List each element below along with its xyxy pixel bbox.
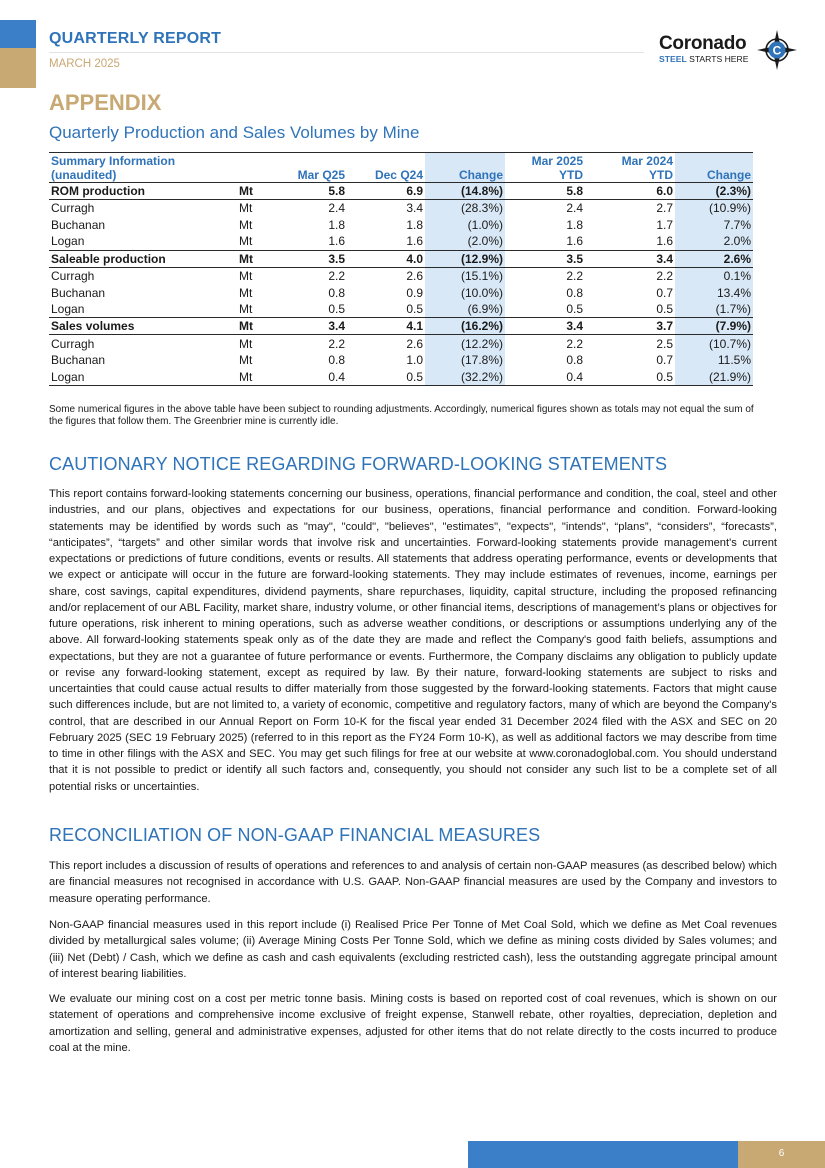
cell-change: (32.2%) <box>425 369 505 386</box>
logo-tagline-rest: STARTS HERE <box>686 54 749 64</box>
row-label: Curragh <box>51 336 95 351</box>
cautionary-body: This report contains forward-looking statements concerning our business, operations, financial performance and condition, the coal, steel and other industries, and our plans, objectives and expectations for our business, operations, financial performance and condition. Forward-looking statements may be identified by words such as "may", "could", "believes", "estimates", "expects", "intends", “plans”, “considers”, “forecasts”, “anticipates”, “targets” and other similar words that involve risk and uncertainties. Forward-looking statements provide management's current expectations or predictions of future conditions, events or results. All statements that address operating performance, events or developments that we expect or anticipate will occur in the future are forward-looking statements. They may include estimates of revenues, income, earnings per share, cost savings, capital expenditures, dividend payments, share repurchases, liquidity, capital structure, including the proposed refinancing and/or replacement of our ABL Facility, market share, industry volume, or other financial items, descriptions of management’s plans or objectives for future operations, risk inherent to mining operations, such as adverse weather conditions, or descriptions or assumptions underlying any of the above. All forward-looking statements speak only as of the date they are made and reflect the Company's good faith beliefs, assumptions and expectations, but they are not a guarantee of future performance or events. Furthermore, the Company disclaims any obligation to publicly update or revise any forward-looking statement, except as required by law. By their nature, forward-looking statements are subject to risks and uncertainties that could cause actual results to differ materially from those suggested by the forward-looking statements. Factors that might cause such differences include, but are not limited to, a variety of economic, competitive and regulatory factors, many of which are beyond the Company's control, that are described in our Annual Report on Form 10-K for the fiscal year ended 31 December 2024 filed with the ASX and SEC on 20 February 2025 (SEC 19 February 2025) (referred to in this report as the FY24 Form 10-K), as well as additional factors we may describe from time to time in other filings with the ASX and SEC. You may get such filings for free at our website at www.coronadoglobal.com. You should understand that it is not possible to predict or identify all such factors and, consequently, you should not consider any such list to be a complete set of all potential risks or uncertainties. <box>49 488 777 793</box>
cell-change: (2.0%) <box>425 233 505 250</box>
cell-mar-2024-ytd: 2.2 <box>656 268 673 283</box>
cell-change-ytd: (10.9%) <box>675 200 753 217</box>
cell-dec-q24: 4.0 <box>347 250 425 267</box>
cell-mar-2024-ytd: 1.7 <box>656 217 673 232</box>
cell-mar-q25: 0.8 <box>328 285 345 300</box>
row-unit: Mt <box>239 201 253 216</box>
cell-change-ytd: 13.4% <box>675 284 753 301</box>
header-accent-bar-gold <box>0 48 36 88</box>
cell-dec-q24: 0.5 <box>406 302 423 317</box>
col-header-change: Change <box>425 153 505 183</box>
cell-mar-2024-ytd: 6.0 <box>585 183 675 200</box>
row-label: ROM production <box>49 183 239 200</box>
reconciliation-paragraph-3: We evaluate our mining cost on a cost per metric tonne basis. Mining costs is based on reported cost of coal revenues, which is shown on our statement of operations and comprehensive income exclusive of freight expense, Stanwell rebate, other royalties, depreciation, depletion and amortization and selling, general and administrative expenses, adjusted for other items that do not relate directly to the costs incurred to produce coal at the mine. <box>49 993 777 1054</box>
table-row <box>49 250 753 267</box>
cell-dec-q24: 6.9 <box>347 183 425 200</box>
report-title: QUARTERLY REPORT <box>49 30 222 47</box>
cell-dec-q24: 0.5 <box>347 369 425 386</box>
cell-mar-2025-ytd: 0.4 <box>505 369 585 386</box>
cell-change: (12.2%) <box>425 335 505 352</box>
cell-mar-2025-ytd: 3.4 <box>505 318 585 335</box>
cell-mar-2025-ytd: 0.8 <box>566 353 583 368</box>
cell-change: (28.3%) <box>425 200 505 217</box>
table-header-summary: Summary Information (unaudited) <box>49 153 289 183</box>
logo-wordmark: Coronado <box>659 33 747 54</box>
cell-change-ytd: (7.9%) <box>675 318 753 335</box>
cell-mar-2024-ytd: 2.5 <box>656 336 673 351</box>
cell-mar-2025-ytd: 2.2 <box>566 268 583 283</box>
cell-change-ytd: 7.7% <box>675 216 753 233</box>
table-row <box>49 267 753 284</box>
row-unit: Mt <box>239 318 289 335</box>
col-header-dec-q24: Dec Q24 <box>347 153 425 183</box>
table-row <box>49 233 753 250</box>
cell-mar-q25: 5.8 <box>289 183 347 200</box>
row-label: Logan <box>51 302 85 317</box>
cell-mar-q25: 0.8 <box>328 353 345 368</box>
header-divider <box>49 52 644 53</box>
cell-mar-2024-ytd: 0.5 <box>585 369 675 386</box>
cell-mar-q25: 0.5 <box>328 302 345 317</box>
table-row <box>49 352 753 369</box>
cell-dec-q24: 2.6 <box>406 268 423 283</box>
reconciliation-heading: RECONCILIATION OF NON-GAAP FINANCIAL MEASURES <box>49 825 541 845</box>
table-row <box>49 301 753 318</box>
cell-mar-2025-ytd: 5.8 <box>505 183 585 200</box>
row-unit: Mt <box>239 268 253 283</box>
col-header-change-ytd: Change <box>675 153 753 183</box>
row-unit: Mt <box>239 250 289 267</box>
row-label: Buchanan <box>51 285 106 300</box>
cell-mar-q25: 2.2 <box>328 336 345 351</box>
col-header-mar-2024-ytd: Mar 2024 YTD <box>585 153 675 183</box>
cell-mar-2024-ytd: 1.6 <box>656 234 673 249</box>
cell-mar-2024-ytd: 0.7 <box>656 353 673 368</box>
logo-tagline-bold: STEEL <box>659 54 687 64</box>
row-label: Curragh <box>51 201 95 216</box>
row-unit: Mt <box>239 336 253 351</box>
cell-dec-q24: 1.8 <box>406 217 423 232</box>
cell-change-ytd: (2.3%) <box>675 183 753 200</box>
cell-change: (14.8%) <box>425 183 505 200</box>
cell-change-ytd: 2.0% <box>675 233 753 250</box>
cell-dec-q24: 2.6 <box>406 336 423 351</box>
cell-dec-q24: 4.1 <box>347 318 425 335</box>
row-label: Saleable production <box>49 250 239 267</box>
cell-change: (1.0%) <box>425 216 505 233</box>
compass-logo-icon <box>757 30 797 70</box>
cell-change: (17.8%) <box>425 352 505 369</box>
cell-change-ytd: 11.5% <box>675 352 753 369</box>
cell-mar-2025-ytd: 2.4 <box>566 201 583 216</box>
row-label: Logan <box>51 234 85 249</box>
cell-mar-q25: 2.4 <box>328 201 345 216</box>
cell-change: (15.1%) <box>425 267 505 284</box>
cell-mar-q25: 0.4 <box>289 369 347 386</box>
row-label: Logan <box>49 369 239 386</box>
cell-dec-q24: 1.6 <box>406 234 423 249</box>
cell-change: (12.9%) <box>425 250 505 267</box>
cell-mar-2024-ytd: 2.7 <box>656 201 673 216</box>
logo-mark-letter: C <box>772 43 782 58</box>
cell-change-ytd: 0.1% <box>675 267 753 284</box>
cell-change: (10.0%) <box>425 284 505 301</box>
cell-mar-q25: 3.5 <box>289 250 347 267</box>
reconciliation-paragraph-2: Non-GAAP financial measures used in this report include (i) Realised Price Per Tonne of Met Coal Sold, which we define as Met Coal revenues divided by metallurgical sales volume; (ii) Average Mining Costs Per Tonne Sold, which we define as mining costs divided by Sales volumes; and (iii) Net (Debt) / Cash, which we define as cash and cash equivalents (excluding restricted cash), less the outstanding aggregate principal amount of interest bearing liabilities. <box>49 919 777 980</box>
cell-mar-2024-ytd: 0.5 <box>656 302 673 317</box>
cell-mar-2024-ytd: 0.7 <box>656 285 673 300</box>
cell-change: (16.2%) <box>425 318 505 335</box>
row-label: Buchanan <box>51 353 106 368</box>
table-row <box>49 183 753 200</box>
cell-mar-q25: 1.8 <box>328 217 345 232</box>
cell-dec-q24: 0.9 <box>406 285 423 300</box>
page-number: 6 <box>778 1148 785 1159</box>
cell-dec-q24: 3.4 <box>406 201 423 216</box>
row-unit: Mt <box>239 234 253 249</box>
table-row <box>49 369 753 386</box>
cell-mar-2025-ytd: 0.5 <box>566 302 583 317</box>
report-period: MARCH 2025 <box>49 58 120 70</box>
row-unit: Mt <box>239 369 289 386</box>
row-unit: Mt <box>239 183 289 200</box>
cell-change-ytd: (1.7%) <box>675 301 753 318</box>
cell-mar-2025-ytd: 2.2 <box>566 336 583 351</box>
appendix-heading: APPENDIX <box>49 90 162 115</box>
table-row <box>49 318 753 335</box>
row-label: Sales volumes <box>49 318 239 335</box>
cell-change: (6.9%) <box>425 301 505 318</box>
table-row <box>49 216 753 233</box>
cell-mar-2025-ytd: 3.5 <box>505 250 585 267</box>
cell-mar-2024-ytd: 3.7 <box>585 318 675 335</box>
table-row <box>49 200 753 217</box>
production-sales-table <box>49 152 753 386</box>
table-header-row <box>49 153 753 183</box>
table-row <box>49 284 753 301</box>
cell-mar-2025-ytd: 0.8 <box>566 285 583 300</box>
coronado-logo <box>659 30 799 70</box>
row-unit: Mt <box>239 217 253 232</box>
logo-tagline <box>659 54 748 64</box>
table-footnote: Some numerical figures in the above table have been subject to rounding adjustments. Accordingly, numerical figures shown as totals may not equal the sum of the figures that follow them. The Greenbrier mine is currently idle. <box>49 404 754 427</box>
row-unit: Mt <box>239 285 253 300</box>
cell-change-ytd: 2.6% <box>675 250 753 267</box>
table-row <box>49 335 753 352</box>
cell-change-ytd: (21.9%) <box>675 369 753 386</box>
row-unit: Mt <box>239 302 253 317</box>
table-title: Quarterly Production and Sales Volumes by Mine <box>49 123 420 142</box>
cautionary-heading: CAUTIONARY NOTICE REGARDING FORWARD-LOOKING STATEMENTS <box>49 454 668 474</box>
cell-mar-q25: 3.4 <box>289 318 347 335</box>
cell-mar-q25: 2.2 <box>328 268 345 283</box>
header-accent-bar-blue <box>0 20 36 48</box>
col-header-mar-q25: Mar Q25 <box>289 153 347 183</box>
row-label: Curragh <box>51 268 95 283</box>
cell-mar-2025-ytd: 1.8 <box>566 217 583 232</box>
footer-bar-blue <box>468 1141 738 1168</box>
cell-change-ytd: (10.7%) <box>675 335 753 352</box>
reconciliation-paragraph-1: This report includes a discussion of results of operations and references to and analysis of certain non-GAAP measures (as described below) which are financial measures not recognised in accordance with U.S. GAAP. Non-GAAP financial measures are used by the Company and investors to measure operating performance. <box>49 860 777 905</box>
col-header-mar-2025-ytd: Mar 2025 YTD <box>505 153 585 183</box>
row-unit: Mt <box>239 353 253 368</box>
cell-mar-q25: 1.6 <box>328 234 345 249</box>
cell-dec-q24: 1.0 <box>406 353 423 368</box>
row-label: Buchanan <box>51 217 106 232</box>
cell-mar-2025-ytd: 1.6 <box>566 234 583 249</box>
cell-mar-2024-ytd: 3.4 <box>585 250 675 267</box>
